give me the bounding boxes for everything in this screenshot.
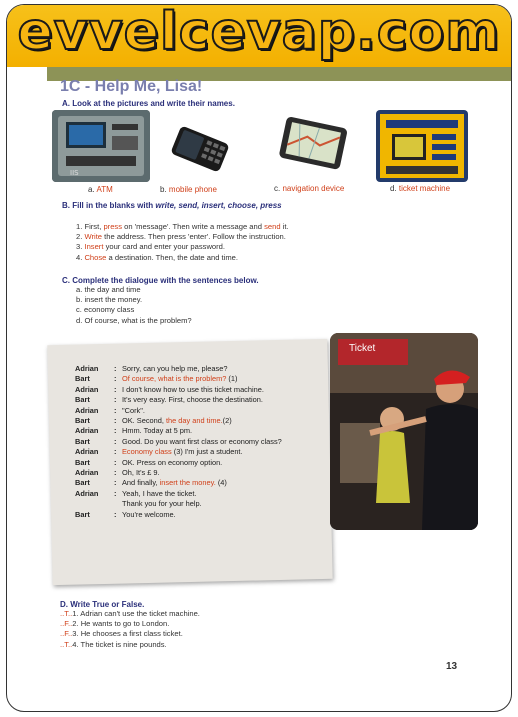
- list-item: 1. First, press on 'message'. Then write a message and send it.: [76, 222, 289, 231]
- ticket-station-photo: [330, 333, 478, 530]
- dialogue-line: Bart : And finally, insert the money. (4): [75, 478, 227, 488]
- photo-sign-text: Ticket: [349, 343, 376, 354]
- answer-text: mobile phone: [168, 185, 217, 194]
- list-item: 2. Write the address. Then press 'enter'. Follow the instruction.: [76, 232, 286, 242]
- dialogue-line: Bart : Good. Do you want first class or economy class?: [75, 436, 282, 446]
- dialogue-line: Bart : It's very easy. First, choose the destination.: [75, 395, 263, 405]
- dialogue-line: Adrian : I don't know how to use this ticket machine.: [75, 384, 264, 394]
- section-a-heading: A. Look at the pictures and write their names.: [62, 99, 235, 108]
- dialogue-line: Bart : You're welcome.: [75, 509, 176, 519]
- dialogue-line: Adrian : Hmm. Today at 5 pm.: [75, 426, 193, 436]
- list-item: b. insert the money.: [76, 295, 143, 305]
- dialogue-line: Adrian : Oh, It's £ 9.: [75, 468, 160, 478]
- svg-text:IIS: IIS: [70, 169, 79, 177]
- list-item: ..T..1. Adrian can't use the ticket machine.: [60, 609, 200, 618]
- atm-image: [52, 110, 150, 182]
- dialogue-line: Bart : Of course, what is the problem? (1): [75, 374, 238, 384]
- answer-text: ATM: [96, 185, 113, 194]
- answer-text: ticket machine: [398, 184, 451, 193]
- section-c-heading: C. Complete the dialogue with the sentences below.: [62, 276, 259, 285]
- dialogue: [75, 364, 335, 520]
- list-item: ..F..2. He wants to go to London.: [60, 619, 170, 629]
- dialogue-line: Adrian : Economy class (3) I'm just a student.: [75, 447, 243, 457]
- caption-b: b. mobile phone: [160, 185, 217, 194]
- list-item: 4. Chose a destination. Then, the date and time.: [76, 252, 238, 262]
- lesson-title: 1C - Help Me, Lisa!: [60, 78, 203, 95]
- watermark-logo: evvelcevap.com: [17, 2, 501, 62]
- dialogue-line: Adrian : "Cork".: [75, 405, 145, 415]
- answer-text: navigation device: [282, 184, 345, 193]
- dialogue-line: Bart : OK. Press on economy option.: [75, 457, 223, 467]
- section-b-list: [76, 222, 289, 263]
- list-item: a. the day and time: [76, 285, 141, 294]
- page-number: 13: [446, 661, 458, 672]
- list-item: c. economy class: [76, 305, 135, 315]
- navigation-device-image: [276, 110, 350, 178]
- mobile-phone-image: [164, 118, 236, 180]
- caption-c: c. navigation device: [274, 184, 345, 193]
- ticket-machine-image: [376, 110, 468, 182]
- caption-a: a. ATM: [88, 185, 113, 194]
- section-c-options: [76, 285, 192, 326]
- list-item: d. Of course, what is the problem?: [76, 315, 192, 325]
- dialogue-line: Thank you for your help.: [122, 499, 202, 509]
- list-item: ..T..4. The ticket is nine pounds.: [60, 639, 167, 649]
- dialogue-line: Adrian : Yeah, I have the ticket.: [75, 488, 197, 498]
- list-item: 3. Insert your card and enter your password.: [76, 242, 226, 252]
- section-d-heading: D. Write True or False.: [60, 600, 145, 609]
- section-d-list: [60, 609, 200, 650]
- dialogue-line: Adrian : Sorry, can you help me, please?: [75, 364, 228, 373]
- dialogue-line: Bart : OK. Second, the day and time.(2): [75, 416, 232, 426]
- list-item: ..F..3. He chooses a first class ticket.: [60, 629, 183, 639]
- section-b-heading: B. Fill in the blanks with write, send, insert, choose, press: [62, 201, 282, 210]
- caption-d: d. ticket machine: [390, 184, 451, 193]
